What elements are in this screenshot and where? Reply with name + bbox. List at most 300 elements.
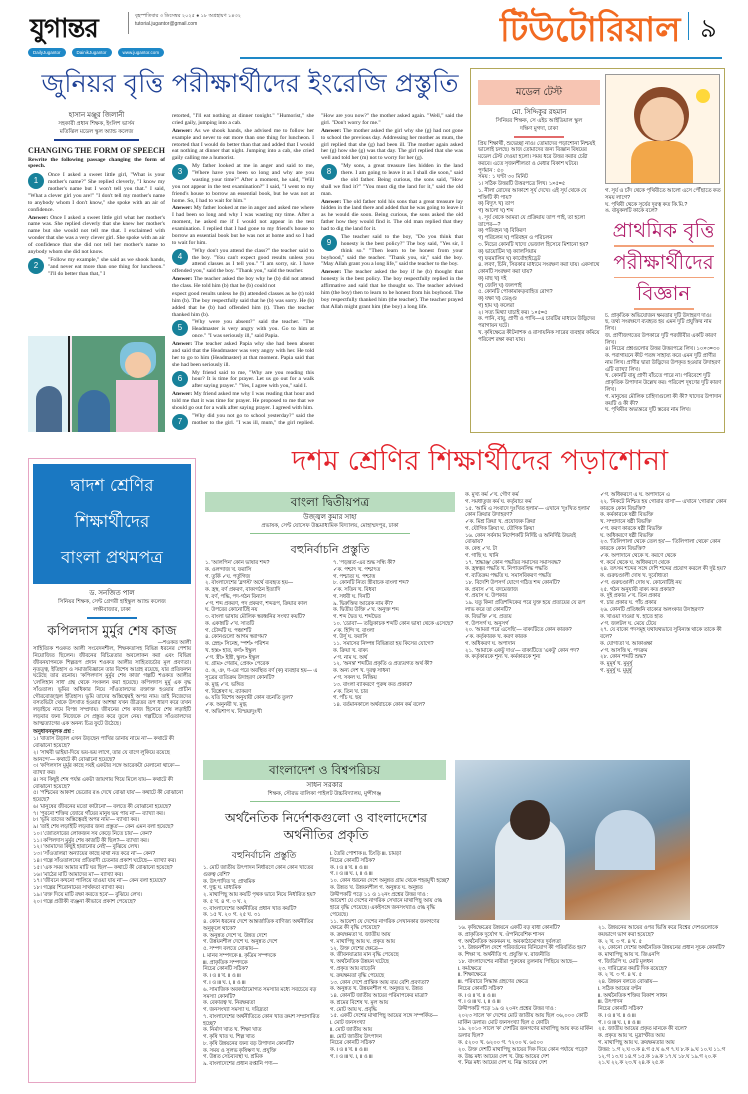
bgs-bar: বাংলাদেশ ও বিশ্বপরিচয় [203,760,446,780]
author-byline [33,590,191,614]
question-number-badge: 6 [172,371,188,387]
question-line: গ. পশ্চাত্য ঘ. পশ্চাত্ত [333,573,376,580]
question-line: ২৪. উন্নয়ন বলতে বোঝায়— [598,979,658,986]
question-line: ২। 'সাথবী ভাইয়া-দিয়ে ভয়-ভয় লাগে, তার যে বাগে লুকিয়ে রয়েছে আনন্দে'— কথাটে কী বোঝানো হয়েছে? [33,749,170,763]
question-line: ১১. আয়েশা যে দেশের নাগরিক সেখানকার জনগণের ক্ষেত্রে কী বৃদ্ধি পেয়েছে? [330,918,440,932]
question-line: iii. পরিবারে সিদ্ধান্ত গ্রহণের ক্ষেত্রে [458,979,528,986]
question-line: ক. প্রবাস ✓খ. বদমেজাজ [465,586,518,593]
question-line: ২৬. কোনটি প্রতিধ্বনি বাক্যের অলংকার উদাহরণ? [600,607,704,614]
question-line: iii. মোট জাতীয় উৎপাদন [330,1033,382,1040]
heading-line: দ্বাদশ শ্রেণির [70,476,154,496]
question-line: গ) হাম ঘ) কলেরা [478,302,515,309]
question-line: ✓ক. পশ্চাৎ খ. পশ্চাৎত [333,566,381,573]
question-line: ২৫. গঠন অনুযায়ী বাক্য কত প্রকার? [600,586,675,593]
question-line: গ. সমধাতুজ কর্ম ঘ. কর্তৃবাচ্য কর্ম [465,498,532,505]
question-line: ক. উৎপাদিত খ. প্রাথমিক [203,878,255,885]
author-designation: সিনিয়র শিক্ষক, সেন্ট গ্রেগরী হাইস্কুল অ্যান্ড কলেজ [58,599,166,605]
bgs-byline [203,782,446,805]
question-line: ক. i ও ii খ. ii ও iii [203,973,241,980]
question-line: ৮। 'ভূমি তাদের অস্তিত্বেরই অপর নাম'— ব্যাখ্যা কর। [33,817,139,824]
question-line: সময় : ১ ঘণ্টা ৩০ মিনিট [478,174,528,181]
question-line: ✓ক. কর্তৃকারক খ. করণ কারক [465,634,527,641]
question-line: ২. মাথাপিছু আয় কয়টি পৃথক ভাবে নিয়ে নির্ধারিত হয়? [203,892,316,899]
question-column [333,560,458,738]
story-summary: সাহিত্যিক শওকত আলী সংবেদনশীল, শিক্ষকতাসহ বিভিন্ন ধরনের পেশায় নিয়োজিত ছিলেন। জীবনের বিচিত্রতার অবলোকন করা এবং বিভিন্ন জীবনযাপনকে শিল্পরূপ প্রদান শওকত আলীর সাহিত্যচর্চার মূল প্রবণতা। নৃতত্ত্ব, ইতিহাস ও সমাজবিজ্ঞানে তার বিশেষ আগ্রহ রয়েছে, যার প্রতিফলন ঘটেছে তার রচনায়। 'কপিলদাস মুর্মুর শেষ কাজ' গল্পটি শওকত আলীর 'লেলিহান সাধ' গ্রন্থ থেকে সংকলন করা হয়েছে। কপিলদাস মুর্মু এক বৃদ্ধ সাঁওতাল। ভূমির অধিকার নিয়ে সাঁওতালদের রক্তাক্ত হওয়ার প্রাচীন গৌরবোজ্জ্বল ইতিহাস। ভূমি তাদের অস্তিত্বেরই অপর নাম। তাই নিজেদের বসতভিটা থেকে উৎখাত হওয়ার আশঙ্কা যখন তীব্রতর রূপ ধারণ করে তখন লড়াইয়ে নামে বিপন্ন সম্প্রদায়। জীবনের শেষ কাজ হিসেবে শেষ লড়াইটি লড়বার জন্য নিজেকে সে প্রস্তুত করে তুলে নেয়। গল্পটিতে সাঁওতালদের আত্মত্যাগের এক অনন্য চিত্র ফুটে উঠেছে। [33,646,191,727]
question-line: ১১. সমাসের নিষ্পন্ন বিভিন্নতা হয় কিসের যোগে? [333,641,434,648]
question-line: ১৬। 'মাঠের মাটি আমাদের মা'— ব্যাখ্যা কর। [33,871,124,878]
question-line: উদ্দীপকটি পড়ে ১১ ও ১২নং প্রশ্নের উত্তর দাও : [330,891,429,898]
question-line: ১০. কোন ধরনের দেশে অনুন্নত গ্রাম থেকে শহরমুখী হচ্ছে? [330,878,450,885]
question-line: গ. মোট আয় ঘ. প্রবৃদ্ধি [330,1006,377,1013]
question-line: গ. গাছি ঘ. খানি [465,552,499,559]
question-line: গ. যৌগিক ক্রিয়া ঘ. যৌগিক ক্রিয়া [465,525,535,532]
question-line: গ. শব্দ দ্বৈত ঘ. শব্দদ্বৈত [333,614,381,621]
question-line: ক. ক্রয়ক্ষমতা খ. জাতীয় আয় [330,932,391,939]
question-line: খ. সম্প্রদানে ষষ্ঠী বিভক্তি [600,519,652,526]
question-line: গ. সধবী ঘ. দিনটি [333,593,370,600]
passage-paragraph: 4 "Why don't you attend the class?" the teacher said to the boy. "You can't expect good results unless you attend classes as I tell you." "I am sorry, sir. I have offended you," said the boy. "Thank you," said the teacher. [172,247,314,275]
question-line: ৫. ঙ, ঞ, ণ-এর পরে অবস্থিত বর্ণ (ক) ব্যবহার হয়— এ সূত্রের ব্যতিক্রম উদাহরণ কোনটি? [205,668,318,682]
question-line: ৫. সম্পদ বলতে বোঝায়— [203,946,259,953]
question-line: গ. অর্থনৈতিক অবনমন ঘ. অবকাঠামোগত দুর্বলতা [458,938,561,945]
question-line: ১। 'বাতাস উড়াল এখন উড়ছেন পাখির ডানায় নামে না'— কথাটে কী বোঝানো হয়েছে? [33,736,174,749]
question-line: নিচের কোনটি সঠিক? [330,857,375,864]
question-line: ১৬. কোন সর্বনাম নির্দেশকটি নির্দিষ্ট ও অনির্দিষ্ট উভয়ই বোঝায়? [465,532,576,546]
question-line: ১. 'আলপিন' কোন ভাষার শব্দ? [205,560,270,566]
author-name: উজ্জ্বল কুমার সাহা [303,514,357,521]
social-links [28,48,164,57]
model-test-label: মডেল টেস্ট [478,80,600,105]
passage-paragraph: expect good results unless he (b) attended classes as he (t) told him (b). The boy respectfully said that he (b) was sorry. He (b) added that he (b) had offended him (t). Then the teacher thanked him (b). [172,290,314,318]
passage-paragraph: retorted, "I'll eat nothing at dinner tonight." "Humorist," she cried gaily, jumping into a cab. [172,113,314,126]
english-column-2 [172,113,314,290]
question-column [330,851,452,1090]
passage-paragraph: Answer: The teacher asked Papia why she had been absent and said that the Headmaster was very angry with her. He told her to go to him (Headmaster) at that moment. Papia said that she had been seriously ill. [172,341,314,368]
passage-paragraph: 6 My friend said to me, "Why are you reading this hour? It is time for prayer. Let us go out for a walk after saying prayer." "Yes, I agree with you," said I. [172,370,314,391]
question-line: iii. উৎপাদন [598,999,623,1006]
question-line: গ. প্রকৃত আয় বাড়েনি [330,966,376,973]
question-line: ২৩. 'তিলিপালা থেকে তেল হয়'— 'তিলিপালা থেকে' কোন কারকে কোন বিভক্তি? [600,539,721,553]
question-line: গ. i ও iii ঘ. i, ii ও iii [330,1053,373,1060]
author-name: সাধন সরকার [306,782,343,789]
question-line: i. কর্মক্ষেত্রে [458,965,482,972]
question-line: খ. বর্ণ, পদ্ধি, পদ-গঠন বিন্যাস [205,593,266,600]
question-line: ক. উচ্চ মধ্য আয়ের দেশ খ. উচ্চ আয়ের দেশ [458,1053,549,1060]
question-line: ১। সঠিক উত্তরটি উত্তরপত্রে লিখ। ১×৫=৫ [478,181,566,188]
question-line: ✓গ. শব্দ প্রকরণ, পদ প্রকরণ, শব্দরূপ, ক্রিয়ার কাল [205,600,307,607]
science-questions-cont [605,188,722,215]
question-line: ক. কেহ ✓খ. টা [465,546,498,553]
question-line: i. সঠিক আয়ের বণ্টন [598,985,642,992]
question-line: ৪. লবণ, চিনি, সিরকার মাধ্যমে সংরক্ষণ করা যায়। একসাথে কোনটি সংরক্ষণ করা যায়? [478,262,600,276]
author-name: মো. সিদ্দিকুর রহমান [511,109,567,116]
question-line: ক) ভায়োটিন খ) ক্যালসিয়াম [478,248,537,255]
question-line: ক. দুই প্রকার ✓খ. তিন প্রকার [600,593,661,600]
section-title: টিউটোরিয়াল [500,10,681,50]
students-exam-photo [455,760,690,920]
page-number: ৯ [700,14,717,44]
question-line: ২০. উক্ত দেশটি মাথাপিছু আয়ের দিক দিয়ে কোন পর্যায়ে পড়ে? [458,1046,588,1053]
english-columns-2-3 [172,113,463,433]
question-line: ক. প্রাকৃতিক দুর্যোগ খ. ঔপনিবেশিক শাসন [458,931,545,938]
subheading: বহুনির্বাচনি প্রস্তুতি [290,543,370,556]
question-line: ১৯। 'রক্ত দিয়ে মাটি রক্ষা করতে হবে'— বুঝিয়ে লেখ। [33,891,142,898]
question-line: ক. কর্মকারকে ষষ্ঠী বিভক্তি [600,512,654,519]
masthead-info [135,12,241,28]
question-line: ✓ক. অনুনয়ী খ. মুগ্ধ [205,702,247,709]
section-heading: CHANGING THE FORM OF SPEECH [28,145,165,155]
author-school: মতিঝিল মডেল স্কুল অ্যান্ড কলেজ [59,129,134,135]
question-line: ২৮. কোন শব্দটি শুদ্ধ? [600,654,646,661]
question-line: ক. শ্রমের বিশেষ খ. মূল আয় [330,999,389,1006]
question-number-badge: 2 [28,258,44,274]
question-line: গ. উন্নত সেচব্যবস্থা ঘ. শ্রমিক [203,1054,263,1061]
question-line: ৬. সামাজিক অবকাঠামোগত সমস্যার মধ্যে সবচেয়ে বড় সমস্যা কোনটি? [203,986,317,1000]
question-line: ক. দ্বিতীয় উক্তি ✓খ. অনুক্ত শব্দ [333,607,399,614]
question-line: ✓ক. তিন খ. চার [333,688,368,695]
author-place: দক্ষিণ মুগদা, ঢাকা [519,126,559,132]
science-headline-block [605,188,722,430]
question-line: গ. i ও iii ঘ. i, ii ও iii [330,871,373,878]
question-line: ক. গুরুচণ্ডালী দোষ খ. দুর্বোধ্যতা [600,573,668,580]
english-headline: জুনিয়র বৃত্তি পরীক্ষার্থীদের ইংরেজি প্রস্তুতি [41,69,459,99]
question-line: চ. প্রাকৃতিক অভিযোজন ক্ষমতার দুটি উদাহরণ দাও। [605,312,712,319]
passage-paragraph: Answer: As we shook hands, she advised me to follow her example and never to eat more than one thing for luncheon. I retorted that I would do better than that and added that I would eat nothing at dinner that night. Jumping into a cab, she cried gaily calling me a humorist. [172,127,314,162]
question-line: ঘ. পৃথিবীর অভ্যন্তরে দুটি স্তরের নাম লিখ। [605,407,691,414]
question-line: ১৩. বাংলা ব্যাকরণে পুরুষ কত প্রকার? [333,681,413,688]
question-line: ✓ক. হিন্দি খ. বাংলা [333,627,375,634]
question-line: ii. মোট জাতীয় আয় [330,1026,372,1033]
passage-paragraph: 8 "My sons, a great treasure lies hidden in the land there. I am going to leave it as I shall die soon," said the old father. Being curious, the sons said, "How shall we find it?" "You must dig the land for it," said the old man. [321,163,463,197]
question-line: গ. দুগ্ধ ঘ. মাধ্যমিক [203,885,242,892]
headline-line: পরীক্ষার্থীদের [613,249,714,274]
question-line: ১৯. ২০১০ সালে 'ক' দেশটির জনগণের মাথাপিছু আয় কত মার্কিন ডলার ছিল? [458,1026,593,1040]
instruction: Rewrite the following passage changing the form of speech. [28,156,165,170]
story-writer: —শওকত আলী [157,639,191,646]
passage-paragraph: Answer: The old father told his sons that a great treasure lay hidden in the land there and added that he was going to leave it as he would die soon. Being curious, the sons asked the old father how they would find it. The old man replied that they had to dig the land for it. [321,198,463,232]
website-link[interactable]: www.jugantor.com [118,48,165,57]
question-line: ঘ. অধিকরণে ষষ্ঠী বিভক্তি [600,532,654,539]
question-line: ১. নীলা রোদের আকাশে সূর্য দেখে। এই সূর্য থেকে যে শক্তিটি কী পায়? [478,187,587,201]
question-line: নিচের কোনটি সঠিক? [598,1006,643,1013]
question-line: ✓গ. গুরুচণ্ডালী দোষ ঘ. কোনোটিই নয় [600,579,682,586]
question-line: গ. মুমূর্ষু ঘ. মুমুর্ষু [600,667,632,674]
question-line: ✓ক. অপাদানে থেকে খ. করণে থেকে [600,552,677,559]
question-line: ক. প্রকৃত আয় খ. মুদ্রাস্ফীত আয় [598,1033,665,1040]
facebook-link[interactable]: DainikJugantor [72,48,112,57]
passage-paragraph: Answer: My friend asked me why I was reading that hour and told me that it was time for prayer. He proposed to me that we should go out for a walk after saying prayer. I agreed with him. [172,391,314,411]
question-line: ii. অর্থনৈতিক শক্তির বিকাশ সাধন [598,992,668,999]
passage-column [28,172,165,277]
author-designation: সিনিয়র শিক্ষক, সে এইচ আইডিয়াল স্কুল [495,118,583,124]
divider [128,12,129,34]
question-line: ৮. কোনটি নিত্য স্ত্রীবাচক বাংলা শব্দ? [333,580,409,587]
question-line: ৪। সব কিছুই শেষ পর্যন্ত একটা জায়গায় গিয়ে মিলে যায়— কথাটে কী বোঝানো হয়েছে? [33,776,174,790]
science-left-column [478,109,600,430]
question-line: ক. পানি, বায়ু, প্রাণী ও পাখি—এ চারটির মাধ্যমে উদ্ভিদের পরাগায়ন ঘটে। [478,316,595,330]
question-line: ঙ. বায়ুকলটি কাকে বলে? [605,208,658,215]
question-line: ক. ৫২০০ খ. ৬২০০ গ. ৭২০০ ঘ. ৬৫০০ [458,1040,544,1047]
question-line: নিচের কোনটি সঠিক? [458,985,503,992]
question-number-badge: 8 [321,164,337,180]
question-line: ক. খাওয়া দাওয়া খ. হাতে হাত [600,613,663,620]
question-line: ১২। 'আমাদের কিছুই হারানোর নেই'— বুঝিয়ে লেখ। [33,844,140,851]
question-line: ক. ২ খ. ৩ গ. ৪ ঘ. ৫ [598,972,642,979]
question-line: iii. প্রাকৃতিক সম্পদকে [203,959,248,966]
science-questions-left [478,141,600,344]
question-line: গ. সূর্য ও চাঁদ থেকে পৃথিবীতে আলো এসে পৌঁছাতে কত সময় লাগে? [605,188,721,201]
question-line: ১৮. বাংলাদেশের নারীরা পুরুষের তুলনায় পিছিয়ে আছে— [458,958,578,965]
issue-date: বৃহস্পতিবার ৩ ডিসেম্বর ২০২৫ ● ১৮ অগ্রহায়ণ ১৪৩২ [135,13,242,19]
question-line: ক. সময় ও সুলভ কৃষিঋণ খ. প্রযুক্তি [203,1047,277,1054]
question-line: ১৫। 'এক সময় আমার মাটি ঘর ছিল'— কথাটে কী বোঝানো হয়েছে? [33,864,173,871]
question-line: ১৭. উন্নয়নশীল দেশে পরিবর্তনের বিনিয়োগ কী পরিবর্তিত হয়? [458,945,586,952]
question-line: ক) যক্ষা খ) ডেঙ্গু [478,296,517,303]
question-line: ক. ৫ খ. ৪ গ. ৩ ঘ. ২ [203,898,247,905]
bgs-title: অর্থনৈতিক নির্দেশকগুলো ও বাংলাদেশের অর্থনীতির প্রকৃতি [224,810,428,842]
question-line: ১৩। 'সাঁওতালরা অন্যায়ের কাছে মাথা নত করে না'— কেন? [33,851,156,858]
question-line: ২১. উন্নয়নের আয়ের ওপর ভিত্তি করে বিশ্বের দেশগুলোকে কয়ভাগে ভাগ করা হয়েছে? [598,925,719,938]
question-line: ক. অনুন্নত দেশে খ. উন্নত দেশে [203,932,267,939]
author-place: লক্ষীবাজার, ঢাকা [93,607,131,613]
subheading: বহুনির্বাচনি প্রস্তুতি [231,851,297,861]
twitter-link[interactable]: DailyJugantor [28,48,66,57]
question-number-badge: 7 [172,414,188,430]
question-line: ২৭. যে বাক্যে পদসমূহ যথাযথভাবে সুবিন্যস্ত থাকে তাকে কী বলে? [600,627,722,641]
question-line: গ. মানুষের মৌলিক চাহিদাগুলো কী কী? খাদ্যের উপাদান কয়টি ও কী কী? [605,393,722,407]
heading-line: বাংলা প্রথমপত্র [61,548,163,568]
comic-panel [72,336,165,432]
question-line: ক. জীবনযাত্রার মান বৃদ্ধি পেয়েছে [330,952,399,959]
question-line: ক. মাথাপিছু আয় খ. জিএনপি [598,952,660,959]
question-column [203,865,325,1090]
question-line: গ. বিশ্লেষণ ঘ. ব্যাকরণ [205,688,252,695]
question-line: ২৫. জাতীয় আয়ের প্রকৃত মানকে কী বলে? [598,1026,687,1033]
question-line: গ. পাঁচ ঘ. ছয় [333,695,362,702]
question-line: গ. কৃষি খাত ঘ. শিল্প খাত [203,1034,255,1041]
question-line: উত্তর: ১.গ ২.ঘ ৩.ক ৪.গ ৫.ঘ ৬.গ ৭.ঘ ৮.ক ৯.ঘ ১০.ঘ ১১.গ ১২.গ ১৩.ঘ ১৪.গ ১৫.ক ১৬.ক ১৭.ঘ ১৮.ঘ ১৯.গ ২০.ক ২১.ঘ ২২.ক ২৩.খ ২৪.ক ২৫.ক [598,1046,726,1067]
question-line: গ. i ও iii ঘ. i, ii ও iii [203,980,246,987]
question-list [33,736,191,905]
question-column [458,925,593,1090]
question-number-badge: 5 [172,320,188,336]
passage-paragraph: Answer: The teacher asked the boy if he (b) thought that honesty is the best policy. The boy respectfully replied in the affirmative and said that he thought so. The teacher advised him (the boy) then to learn to be honest from his boyhood. The boy respectfully thanked him (the teacher). The teacher prayed that Allah might grant him (the boy) a long life. [321,269,463,310]
subheading: অনুধাবনমূলক প্রশ্ন : [33,729,74,736]
question-line: ৯. বাংলাদেশের প্রধান রপ্তানি পণ্য— [203,1061,278,1068]
question-line: ✓গ. অধিকরণে এ ঘ. অপাদানে এ [600,492,670,498]
question-line: আয়েশা যে দেশের নাগরিক সেখানে মাথাপিছু আয় ৫% হারে বৃদ্ধি পেয়েছে। একইসঙ্গে জনসংখ্যাও ৫% বৃদ্ধি পেয়েছে। [330,898,443,918]
question-line: ক. শিক্ষা খ. অর্থনীতি গ. প্রযুক্তি ঘ. রাজনীতি [458,952,550,959]
question-line: ১২. 'অনন্ত' শব্দটির প্রকৃতি ও প্রত্যয়গত অর্থ কী? [333,661,433,668]
passage-paragraph: Answer: Once I asked a sweet little girl what her mother's name was. She replied cleverly that she knew her mother's name but she would not tell me that. I exclaimed with wonder that she was a very clever girl. She spoke with an air of confidence that she did not tell her mother's name to anybody whom she did not know. [28,214,165,255]
question-line: ১৬. কৃষিক্ষেত্রের উন্নয়নে একটি বড় বাধা কোনটি? [458,925,560,931]
question-line: ✓গ. স্ত্রী> ইস্ত্রী, স্কুল> ইস্কুল [205,654,260,661]
question-line: ক. মুখ্য কর্ম ✓খ. গৌণ কর্ম [465,492,519,498]
question-line: ক. i ও ii খ. ii ও iii [330,864,368,871]
question-line: ✓গ. নাম ঘ. অর্থ [333,654,368,661]
question-line: ✓গ. সকল ঘ. নিষ্ক্রিয় [333,675,377,682]
question-line: ২০. 'আমরা পরে এসেছি'— বাক্যটিতে কোন কারক? [465,627,572,634]
science-byline [478,109,600,138]
question-line: গ. নিম্ন মধ্য আয়ের দেশ ঘ. নিম্ন আয়ের দেশ [458,1060,547,1067]
question-line: ৫. কোনটি পোকামাকড়বাহিত রোগ? [478,289,553,296]
question-line: ২৩. দারিদ্র্যের কয়টি দিক রয়েছে? [598,965,667,972]
question-line: ১৪। গল্পে সাঁওতালদের প্রতিবাদী চেতনার প্রকাশ ঘটেছে— ব্যাখ্যা কর। [33,858,177,864]
question-line: খ. হস্ত> হাত, কর্ণ> ইস্কুল [205,647,256,654]
question-line: ঘ. গ্রাম> গেরাম, প্রেক> পেরেক [205,661,270,668]
question-number-badge: 1 [28,173,44,189]
question-line: ৭. বাংলাদেশের অর্থনীতিতে কোন খাত ক্রমশ সম্প্রসারিত হচ্ছে? [203,1013,320,1027]
question-line: ক. ১৫ খ. ২০ গ. ২৫ ঘ. ৩১ [203,912,261,919]
english-column-1 [28,112,165,332]
bangla-second-byline [205,514,455,537]
question-line: ১৮. বিদেশি উপসর্গ যোগে গঠিত শব্দ কোনটি? [465,579,560,586]
question-line: ৫। 'পশ্চিমের আকাশ ভেরোর রঙ দেখে বোঝা যায়'— কথাটে কী বোঝানো হয়েছে? [33,790,183,804]
question-line: গ. কর্মে থেকে ঘ. অধিকরণে থেকে [600,559,670,566]
question-line: ২০। গল্পে প্রতীকী ব্যঞ্জনা কীভাবে প্রকাশ পেয়েছে? [33,898,136,905]
question-line: ২৪. তৎসম শব্দের সঙ্গে দেশি শব্দের প্রয়োগ করলে কী দুষ্ট হয়? [600,566,726,573]
heading-line: শিক্ষার্থীদের [74,512,150,532]
question-column [600,492,728,738]
science-questions-right [605,313,722,414]
question-line: ✓গ. করণ কারকে ষষ্ঠী বিভক্তি [600,525,663,532]
question-line: ঘ. উপরের কোনোটিই নয় [205,607,258,614]
passage-paragraph: 9 The teacher said to the boy, "Do you think that honesty is the best policy?" The boy said, "Yes sir, I think so." "Then learn to be honest from your boyhood," said the teacher. "Thank you, sir," said the boy. "May Allah grant you a long life," said the teacher to the boy. [321,233,463,268]
question-line: ৪। নিচের প্রশ্নগুলোর উত্তর উত্তরপত্রে লিখ। ১০×৩=৩০ [605,346,720,353]
question-line: ক. কর্তৃকারকে শূন্য খ. কর্মকারকে শূন্য [465,654,541,661]
question-line: গ. তুর্কি ✓ঘ. পর্তুগিজ [205,573,251,580]
question-line: গ. উপসর্গ ঘ. অনুসর্গ [465,620,509,627]
question-line: খ. কোনটি বায়ু প্রাণী বাঁচতে পারে না। পরিবেশে দুটি প্রাকৃতিক উপাদান উল্লেখ কর। পরিবেশ দূষণের দুটি কারণ লিখ। [605,373,722,393]
question-line: ক. অনুন্নত খ. উন্নয়নশীল গ. অনুন্নত ঘ. উন্নত [330,986,423,993]
bangla-first-heading [33,464,191,584]
question-column [205,560,327,738]
passage-paragraph: Answer: The mother asked the girl why she (g) had not gone to school the previous day. Addressing her mother as mum, the girl replied that she (g) had been ill. The mother again asked her (g) how she (g) was that day. The girl replied that she was well and told her (m) not to worry for her (g). [321,127,463,162]
question-line: ১৯. যতু কিনা প্রতিশব্দিকের পরে যুক্ত হয়ে প্রত্যয়ের যে রূপ লাভ করে তা কোনটি? [465,600,586,614]
question-line: ক. মুমূর্ষ খ. মুমূর্ষূ [600,661,633,668]
question-line: i. মানব সম্পদকে ii. কৃত্রিম সম্পদকে [203,952,276,959]
question-line: ক) বিদ্যুৎ খ) তাপ [478,201,514,208]
passage-paragraph: Answer: My father looked at me in anger and asked me where I had been so long and why I was wasting my time. After a moment, he asked me if I would not appear in the test examination. I replied that I had gone to my friend's house to borrow an essential book but he was not at home and so I had to wait for him. [172,205,314,246]
question-line: গ. i ও iii ঘ. i, ii ও iii [458,999,501,1006]
question-line: ১১। কপিলদাস মুর্মুর শেষ কাজটি কী ছিল?— ব্যাখ্যা কর। [33,837,149,844]
question-line: গ. অধিকরণ ঘ. অপাদান [465,640,516,647]
story-title: কপিলদাস মুর্মুর শেষ কাজ [47,623,177,639]
question-line: ১. মোট জাতীয় উৎপাদন নির্ধারণে কোন কোন খাতের গুরুত্ব বেশি? [203,865,314,878]
author-designation: প্রভাষক, সেন্ট যোসেফ উচ্চমাধ্যমিক বিদ্যালয়, মোহাম্মদপুর, ঢাকা [261,523,399,529]
question-line: ক. পরাগায়নে কীট পতঙ্গ সাহায্য করে এমন দুটি প্রাণীর নাম লিখ। প্রাণীর দ্বারা উদ্ভিদের উপকৃত হওয়ার উদাহরণ এটি ব্যাখ্যা লিখ। [605,353,721,373]
question-line: গ. মাথাপিছু আয় ঘ. ক্রয়ক্ষমতার আয় [598,1040,675,1047]
question-line: পূর্ণমান : ৫০ [478,167,504,174]
passage-paragraph: 7 "Why did you not go to school yesterday?" said the mother to the girl. "I was ill, mum," the girl replied. "How are you now?" the mother asked again. "Well," said the girl. "Don't worry for me." [172,113,463,433]
question-line: গ. চার প্রকার ঘ. পাঁচ প্রকার [600,600,657,607]
question-line: ১৭. 'শ্রদ্ধাঞ্জ' কোন পদ্ধতির সমাসের সমাসবদ্ধ? [465,559,561,566]
question-line: ২. সূর্য থেকে আমরা যে প্রক্রিয়ায় তাপ পাই, তা হলো তাপের—? [478,214,585,228]
question-line: ১০. 'ডোবা'— তদ্ভিকাচক শব্দটি কোন ভাষা থেকে এসেছে? [333,620,454,627]
question-line: খ. অর্থনৈতিক উন্নয়ন ঘটেছে [330,959,390,966]
question-line: ১০। 'জোতদারের লোকজন সব কেড়ে নিতে চায়'— কেন? [33,830,152,837]
question-number-badge: 3 [172,164,188,180]
headline-line: প্রাথমিক বৃত্তি [612,218,715,243]
question-line: ৩. নিচের কোনটি খাদ্যে ভেজাল হিসেবে মিশানো হয়? [478,241,589,248]
question-line: ✓ক. সতিন খ. বিধবা [333,587,377,594]
question-line: গ. চৌদ্দটি ঘ. পঞ্চাশটি [205,627,252,634]
question-line: ক. উন্নত খ. উন্নয়নশীল গ. অনুন্নত ঘ. অনুন্নত [330,884,423,891]
question-line: গ. মাথাপিছু আয় ঘ. প্রকৃত আয় [330,938,396,945]
question-line: ✓গ. আসত্তি ঘ. পদক্রম [600,647,648,654]
question-line: নিচের কোনটি সঠিক? [203,966,248,973]
question-line: ১৮। গল্পের শিরোনামের সার্থকতা ব্যাখ্যা কর। [33,885,125,892]
lightbulb-icon [696,89,710,103]
headline-line: বিজ্ঞান [636,281,691,306]
contact-email[interactable]: tutorial.jugantor@gmail.com [135,21,198,27]
question-line: গ) পরিচলন ঘ) পরিবহন ও পরিচলন [478,235,553,242]
question-line: ক. ওলন্দাজ খ. ফরাসি [205,566,252,573]
question-line: গ. প্রয়াস ঘ. উপকার [465,593,508,600]
question-line: ১৭। 'জীবনে কখনো পালিয়ে যাওয়া যায় না'— কেন বলা হয়েছে? [33,878,166,885]
question-line: ✓ক. মিশ্র ক্রিয়া খ. প্রযোজক ক্রিয়া [465,519,536,526]
passage-paragraph: 5 "Why were you absent?" said the teacher. "The Headmaster is very angry with you. Go to him at once." "I was seriously ill," said Papia. [172,319,314,340]
question-line: ৭. 'পড়ন্ত্রত'-এর শুদ্ধ সন্ধি কী? [333,560,396,566]
question-line: i. মোট জনসংখ্যা [330,1020,366,1027]
question-line: ক. অন্য দেশ খ. দূরত্ব সাধনা [333,668,391,675]
question-line: ক. হ্রস্বত্বর পদ্ধতি খ. নিপাতনসিদ্ধ পদ্ধতি [465,566,548,573]
divider [54,139,139,141]
passage-paragraph: 1 Once I asked a sweet little girl, "What is your mother's name?" She replied cleverly, "I know my mother's name but I won't tell you that." I said, "What a clever girl you are!" "I don't tell my mother's name to anybody whom I don't know," she spoke with an air of confidence. [28,172,165,213]
question-line: নিচের কোনটি সঠিক? [330,1040,375,1047]
question-line: ২২. 'নিকটে নিশ্চিত হয় গোরার বাসা'— এখানে 'গোরার' কোন কারকে কোন বিভক্তি? [600,498,727,512]
question-line: গ) আলো ঘ) শব্দ [478,208,514,215]
question-line: গ. ব্যতিক্রম পদ্ধতি ঘ. সমাসবিকরণ পদ্ধতি [465,573,552,580]
divider [688,12,689,40]
question-number-badge: 9 [321,235,337,251]
author-name: হাসান মঞ্জুর জিলানী [68,112,125,119]
question-line: গ) ফরমালিন ঘ) কার্বোহাইড্রেট [478,255,541,262]
bangla-first-content [33,590,191,1078]
question-line: ক. হ্রস্ব, বর্ণ প্রকরণ, বাক্যগঠন ইত্যাদি [205,587,281,594]
comic-illustration [28,336,165,432]
passage-paragraph: 2 "Follow my example," she said as we shook hands, "and never eat more than one thing for luncheon." "I'll do better than that," I [28,257,165,278]
question-line: ক. বেকারত্ব খ. নিরক্ষরতা [203,1000,255,1007]
author-name: ড. সনজিত পাল [89,590,135,597]
question-number-badge: 4 [172,249,188,265]
question-line: ৩. বাংলাদেশের অর্থনীতির প্রধান খাত কয়টি? [203,905,297,912]
question-line: ১৪. কোনটি জাতীয় আয়ের পরিমাপকের মাত্রা? [330,993,428,1000]
question-line: ঘ. ক্রয়ক্ষমতা বৃদ্ধি পেয়েছে [330,972,385,979]
question-line: ২. বাংলাদেশের 'ব্লগস্ট' অর্থে ব্যবহৃত হয়— [205,580,293,587]
question-line: ক. ২ খ. ৩ গ. ৪ ঘ. ৫ [598,938,642,945]
question-line: ৩. বাংলা ভাষায় মৌলিক স্বরধ্বনির সংখ্যা কয়টি? [205,614,305,621]
question-line: ক. i ও ii খ. ii ও iii [458,992,496,999]
question-line: ২। সত্য মিথ্যা যাচাই কর। ১×৫=৫ [478,309,548,316]
girl-idea-illustration [605,74,720,184]
question-line: উদ্দীপকটি পড়ে ১৯ ও ২০নং প্রশ্নের উত্তর দাও : [458,1006,557,1013]
question-line: ১৫. 'আমি এ সংবাদে দুঃখিত হলাম'— এখানে 'দুঃখিত হলাম' কোন ক্রিয়ার উদাহরণ? [465,505,591,519]
question-line: ক. যোগ্যতা খ. আকাঙ্ক্ষা [600,640,653,647]
question-line: ক. i ও ii খ. ii ও iii [330,1047,368,1054]
question-line: ক. i ও ii খ. ii ও iii [598,1012,636,1019]
science-headline [605,217,722,310]
question-line: ৬। 'মানুষের জীবনের মতো কাটানো'— বলতে কী বোঝানো হয়েছে? [33,803,172,810]
question-line: ক) পরিবহন খ) বিকিরণ [478,228,526,235]
author-designation: শিক্ষক, সৌরভ বালিকা পাইলট উচ্চবিদ্যালয়, মুন্সীগঞ্জ [267,791,382,797]
jugantor-logo: যুগান্তর [30,14,98,44]
question-line: গ. উন্নয়নশীল দেশে ঘ. অনুন্নত দেশে [203,939,278,946]
question-line: ছ. তথ্য সংরক্ষণে ব্যবহৃত হয় এমন দুটি প্রযুক্তির নাম লিখ। [605,319,712,333]
question-line: ৭। 'পুরনো শক্তির জোরে গাঁয়ের মানুষ ভয় পায় না'— ব্যাখ্যা কর। [33,810,165,817]
question-line: ক. স্নেহ> সিনেহ, স্পর্শ> পরিশন [205,641,269,648]
question-line: গ. জিডিপি ঘ. মোট মূলধন [598,958,653,965]
